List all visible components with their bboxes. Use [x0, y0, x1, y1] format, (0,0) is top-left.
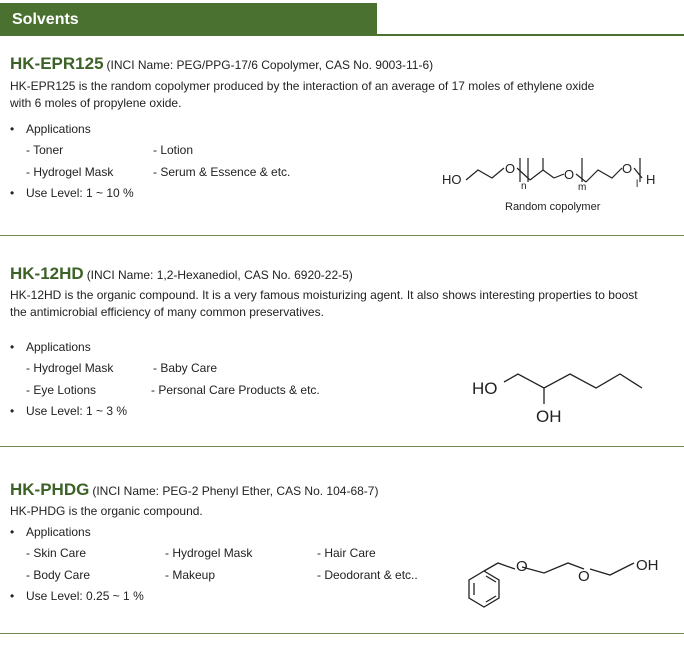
header-underline: [0, 34, 684, 36]
application-item: - Hydrogel Mask: [26, 361, 114, 375]
application-item: - Deodorant & etc..: [317, 568, 418, 582]
copolymer-structure-diagram: [440, 140, 670, 220]
use-level: Use Level: 1 ~ 10 %: [26, 186, 134, 200]
product-name: HK-12HD: [10, 264, 84, 283]
oxygen-label: O: [622, 161, 633, 176]
use-level: Use Level: 0.25 ~ 1 %: [26, 589, 144, 603]
oxygen-label: O: [516, 558, 528, 575]
oxygen-label: O: [578, 568, 590, 585]
description-line: HK-PHDG is the organic compound.: [10, 504, 203, 518]
product-heading: [10, 54, 433, 74]
section-divider: [0, 633, 684, 634]
application-item: - Toner: [26, 143, 64, 157]
applications-label: Applications: [26, 525, 91, 539]
applications-label: Applications: [26, 340, 91, 354]
structure-caption: Random copolymer: [505, 201, 601, 213]
application-item: - Eye Lotions: [26, 383, 97, 397]
product-description: [10, 503, 203, 520]
product-inci: (INCI Name: 1,2-Hexanediol, CAS No. 6920-22-5): [86, 268, 353, 282]
product-name: HK-PHDG: [10, 480, 90, 499]
application-item: - Hydrogel Mask: [165, 546, 253, 560]
bullet-icon: •: [10, 404, 15, 418]
application-item: - Personal Care Products & etc.: [151, 383, 320, 397]
phenoxyethanol-structure-diagram: [460, 545, 670, 615]
application-item: - Body Care: [26, 568, 91, 582]
subscript-l: l: [636, 179, 639, 190]
subscript-n: n: [521, 181, 527, 192]
section-divider: [0, 235, 684, 236]
product-heading: [10, 480, 378, 500]
description-line: HK-EPR125 is the random copolymer produced by the interaction of an average of 17 moles of ethylene oxide: [10, 79, 595, 93]
bullet-icon: •: [10, 186, 15, 200]
product-description: [10, 287, 638, 321]
oxygen-label: O: [564, 167, 575, 182]
section-title: Solvents: [12, 11, 79, 28]
hydroxyl-group-label: OH: [636, 557, 659, 574]
bullet-icon: •: [10, 589, 15, 603]
hydroxyl-group-label: HO: [472, 379, 498, 398]
application-item: - Lotion: [153, 143, 194, 157]
product-name: HK-EPR125: [10, 54, 104, 73]
application-item: - Skin Care: [26, 546, 87, 560]
oxygen-label: O: [505, 161, 516, 176]
section-header: [0, 3, 377, 34]
application-item: - Baby Care: [153, 361, 218, 375]
application-item: - Hair Care: [317, 546, 376, 560]
application-item: - Serum & Essence & etc.: [153, 165, 291, 179]
application-item: - Hydrogel Mask: [26, 165, 114, 179]
hydroxyl-group-label: OH: [536, 407, 562, 426]
product-inci: (INCI Name: PEG-2 Phenyl Ether, CAS No. 104-68-7): [92, 484, 379, 498]
bullet-icon: •: [10, 525, 15, 539]
application-item: - Makeup: [165, 568, 216, 582]
product-description: [10, 78, 594, 112]
use-level: Use Level: 1 ~ 3 %: [26, 404, 128, 418]
hydroxyl-group-label: HO: [442, 172, 462, 187]
description-line: with 6 moles of propylene oxide.: [10, 96, 182, 110]
hydrogen-label: H: [646, 172, 656, 187]
product-inci: (INCI Name: PEG/PPG-17/6 Copolymer, CAS No. 9003-11-6): [106, 58, 434, 72]
section-divider: [0, 446, 684, 447]
description-line: the antimicrobial efficiency of many common preservatives.: [10, 305, 324, 319]
applications-label: Applications: [26, 122, 91, 136]
description-line: HK-12HD is the organic compound. It is a very famous moisturizing agent. It also shows interesting properties to boost: [10, 288, 638, 302]
subscript-m: m: [578, 182, 587, 193]
hexanediol-structure-diagram: [470, 360, 650, 430]
bullet-icon: •: [10, 122, 15, 136]
product-heading: [10, 264, 353, 284]
bullet-icon: •: [10, 340, 15, 354]
